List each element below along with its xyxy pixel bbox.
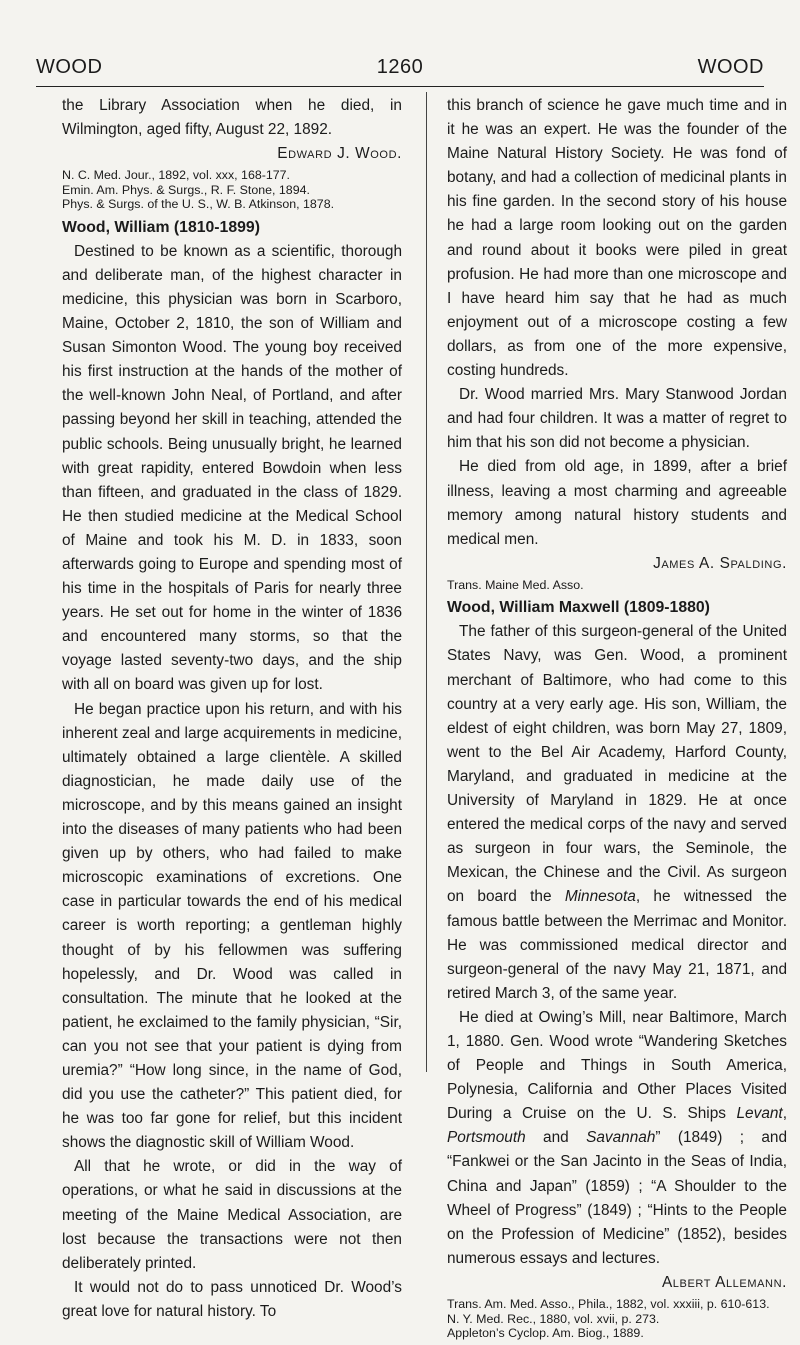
entry-title-william-maxwell-wood: Wood, William Maxwell (1809-1880) [447, 599, 710, 617]
running-head-right: WOOD [697, 56, 764, 78]
reference-item: N. C. Med. Jour., 1892, vol. xxx, 168-177. [62, 168, 290, 183]
page-number: 1260 [376, 56, 424, 78]
header-rule [36, 86, 764, 87]
intro-signature: Edward J. Wood. [277, 145, 402, 163]
body-paragraph: this branch of science he gave much time and in it he was an expert. He was the founder of the Maine Natural History Society. He was fond of botany, and had a collection of medicinal plants in his fine garden. In the second story of his house he had a large room looking out on the garden and round about it books were piled in great profusion. He had more than one microscope and I have heard him say that he had as much enjoyment out of a microscope costing a few dollars, as from one of the more expensive, costing hundreds. [447, 97, 787, 380]
right-column [447, 94, 787, 1345]
author-signature: James A. Spalding. [653, 554, 787, 572]
entry-title-william-wood: Wood, William (1810-1899) [62, 218, 260, 236]
reference-item: Appleton’s Cyclop. Am. Biog., 1889. [447, 1326, 644, 1340]
reference-item: Phys. & Surgs. of the U. S., W. B. Atkinson, 1878. [62, 197, 335, 212]
body-paragraph: He died from old age, in 1899, after a brief illness, leaving a most charming and agreeable memory among natural history students and medical men. [447, 458, 787, 548]
body-paragraph: All that he wrote, or did in the way of operations, or what he said in discussions at the meeting of the Maine Medical Association, are lost because the transactions were not then deliberately printed. [62, 1158, 402, 1272]
ship-name: Minnesota [564, 888, 636, 906]
body-paragraph [447, 1006, 787, 1271]
body-paragraph: Dr. Wood married Mrs. Mary Stanwood Jordan and had four children. It was a matter of regret to him that his son did not become a physician. [447, 386, 787, 452]
reference-item: Emin. Am. Phys. & Surgs., R. F. Stone, 1894. [62, 182, 310, 197]
body-paragraph [447, 620, 787, 1006]
ship-name: Portsmouth [447, 1129, 526, 1147]
author-signature: Albert Allemann. [661, 1273, 787, 1291]
references [447, 578, 787, 593]
paragraph-text: , [782, 1105, 787, 1123]
left-column [62, 94, 402, 1324]
body-paragraph: He began practice upon his return, and with his inherent zeal and large acquirements in medicine, ultimately obtained a large clientèle. A skilled diagnostician, he made daily use of the microscope, and by this means gained an insight into the diseases of many patients who had been given up by others, who had failed to make microscopic examinations of excretions. One case in particular towards the end of his medical career is worth reporting; a gentleman highly thought of by his fellowmen was suffering hopelessly, and Dr. Wood was called in consultation. The minute that he looked at the patient, he exclaimed to the family physician, “Sir, can you not see that your patient is dying from uremia?” “How long since, in the name of God, did you use the catheter?” This patient died, for he was too far gone for relief, but this incident shows the diagnostic skill of William Wood. [62, 700, 402, 1152]
references [447, 1297, 787, 1341]
paragraph-text: The father of this surgeon-general of the United States Navy, was Gen. Wood, a prominent merchant of Baltimore, who had come to this country at a very early age. His son, William, the eldest of eight children, was born May 27, 1809, went to the Bel Air Academy, Harford County, Maryland, and graduated in medicine at the University of Maryland in 1829. He at once entered the medical corps of the navy and served as surgeon in four wars, the Seminole, the Mexican, the Chinese and the Civil. As surgeon on board the [447, 623, 787, 906]
paragraph-text: , he witnessed the famous battle between the Merrimac and Monitor. He was commissioned medical director and surgeon-general of the navy May 21, 1871, and retired March 3, of the same year. [447, 888, 787, 1002]
body-paragraph: It would not do to pass unnoticed Dr. Wood’s great love for natural history. To [62, 1278, 402, 1320]
intro-references [62, 168, 402, 212]
ship-name: Levant [736, 1105, 783, 1123]
running-head-left: WOOD [36, 56, 103, 78]
body-paragraph: Destined to be known as a scientific, thorough and deliberate man, of the highest character in medicine, this physician was born in Scarboro, Maine, October 2, 1810, the son of William and Susan Simonton Wood. The young boy received his first instruction at the hands of the mother of the well-known John Neal, of Portland, and after passing beyond her skill in teaching, attended the public schools. Being unusually bright, he learned with great rapidity, entered Bowdoin when less than fifteen, and graduated in the class of 1829. He then studied medicine at the Medical School of Maine and took his M. D. in 1833, soon afterwards going to Europe and spending most of his time in the hospitals of Paris for nearly three years. He set out for home in the winter of 1836 and encountered many storms, so that the voyage lasted seventy-two days, and the ship with all on board was given up for lost. [62, 242, 402, 694]
paragraph-text: ” (1849) ; and “Fankwei or the San Jacinto in the Seas of India, China and Japan” (1859) ; “A Shoulder to the Wheel of Progress” (1849) ; “Hints to the People on the Profession of Medicine” (1852), besides numerous essays and lectures. [447, 1129, 787, 1267]
reference-item: Trans. Maine Med. Asso. [447, 577, 584, 592]
intro-text: the Library Association when he died, in Wilmington, aged fifty, August 22, 1892. [62, 97, 402, 139]
ship-name: Savannah [586, 1129, 656, 1147]
paragraph-text: He died at Owing’s Mill, near Baltimore, March 1, 1880. Gen. Wood wrote “Wandering Sketches of People and Things in South America, Polynesia, California and Other Places Visited During a Cruise on the U. S. Ships [447, 1008, 787, 1123]
column-divider [426, 92, 427, 1072]
reference-item: Trans. Am. Med. Asso., Phila., 1882, vol. xxxiii, p. 610-613. [447, 1297, 770, 1311]
paragraph-text: and [525, 1129, 587, 1147]
reference-item: N. Y. Med. Rec., 1880, vol. xvii, p. 273. [447, 1311, 660, 1326]
page-header [36, 56, 764, 84]
